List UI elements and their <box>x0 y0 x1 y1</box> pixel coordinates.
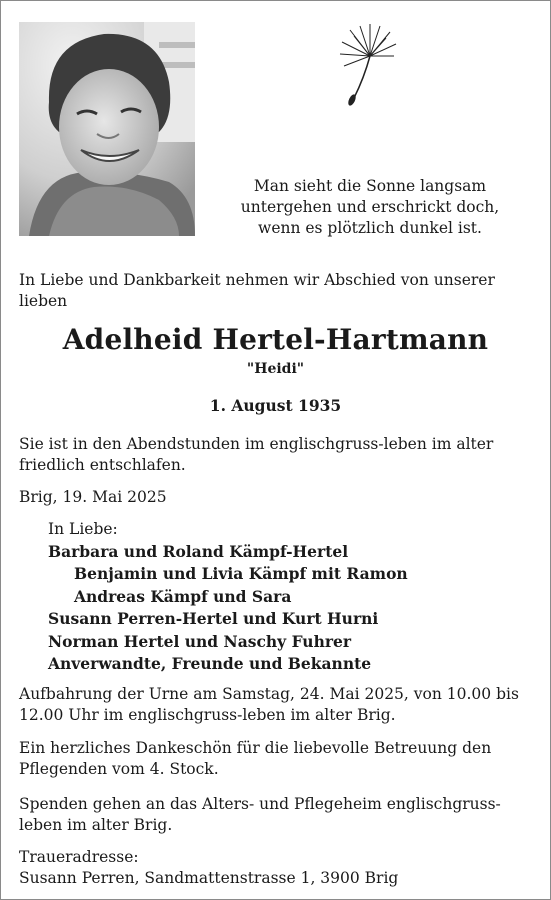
mourning-address <box>19 847 539 889</box>
verse-line: Man sieht die Sonne langsam <box>253 177 487 195</box>
place-date: Brig, 19. Mai 2025 <box>19 488 167 506</box>
intro-text: In Liebe und Dankbarkeit nehmen wir Abschied von unserer lieben <box>19 271 495 310</box>
memorial-verse <box>210 176 530 239</box>
death-statement: Sie ist in den Abendstunden im englischgruss-leben im alter friedlich entschlafen. <box>19 435 494 474</box>
portrait-illustration <box>19 22 195 236</box>
deceased-name: Adelheid Hertel-Hartmann <box>62 323 489 356</box>
verse-line: wenn es plötzlich dunkel ist. <box>258 219 482 237</box>
mourners-list <box>48 518 528 676</box>
deceased-nickname: "Heidi" <box>246 361 305 377</box>
mourner-line: Susann Perren-Hertel und Kurt Hurni <box>48 609 379 628</box>
mourners-heading: In Liebe: <box>48 520 118 538</box>
mourning-address-value: Susann Perren, Sandmattenstrasse 1, 3900 Brig <box>19 869 399 887</box>
mourner-line: Norman Hertel und Naschy Fuhrer <box>48 631 352 651</box>
donations-text: Spenden gehen an das Alters- und Pflegeheim englischgruss-leben im alter Brig. <box>19 795 501 834</box>
birth-date: 1. August 1935 <box>209 396 342 415</box>
mourner-line: Anverwandte, Freunde und Bekannte <box>48 654 372 673</box>
dandelion-seed-icon <box>330 20 400 110</box>
mourner-line: Andreas Kämpf und Sara <box>74 586 292 606</box>
portrait-photo <box>19 22 195 236</box>
urn-notice: Aufbahrung der Urne am Samstag, 24. Mai 2025, von 10.00 bis 12.00 Uhr im englischgruss-leben im alter Brig. <box>19 685 519 724</box>
thanks-text: Ein herzliches Dankeschön für die liebevolle Betreuung den Pflegenden vom 4. Stock. <box>19 739 492 778</box>
mourning-address-label: Traueradresse: <box>19 848 139 866</box>
mourner-line: Benjamin und Livia Kämpf mit Ramon <box>74 564 408 583</box>
verse-line: untergehen und erschrickt doch, <box>240 198 500 216</box>
mourner-line: Barbara und Roland Kämpf-Hertel <box>48 541 349 561</box>
